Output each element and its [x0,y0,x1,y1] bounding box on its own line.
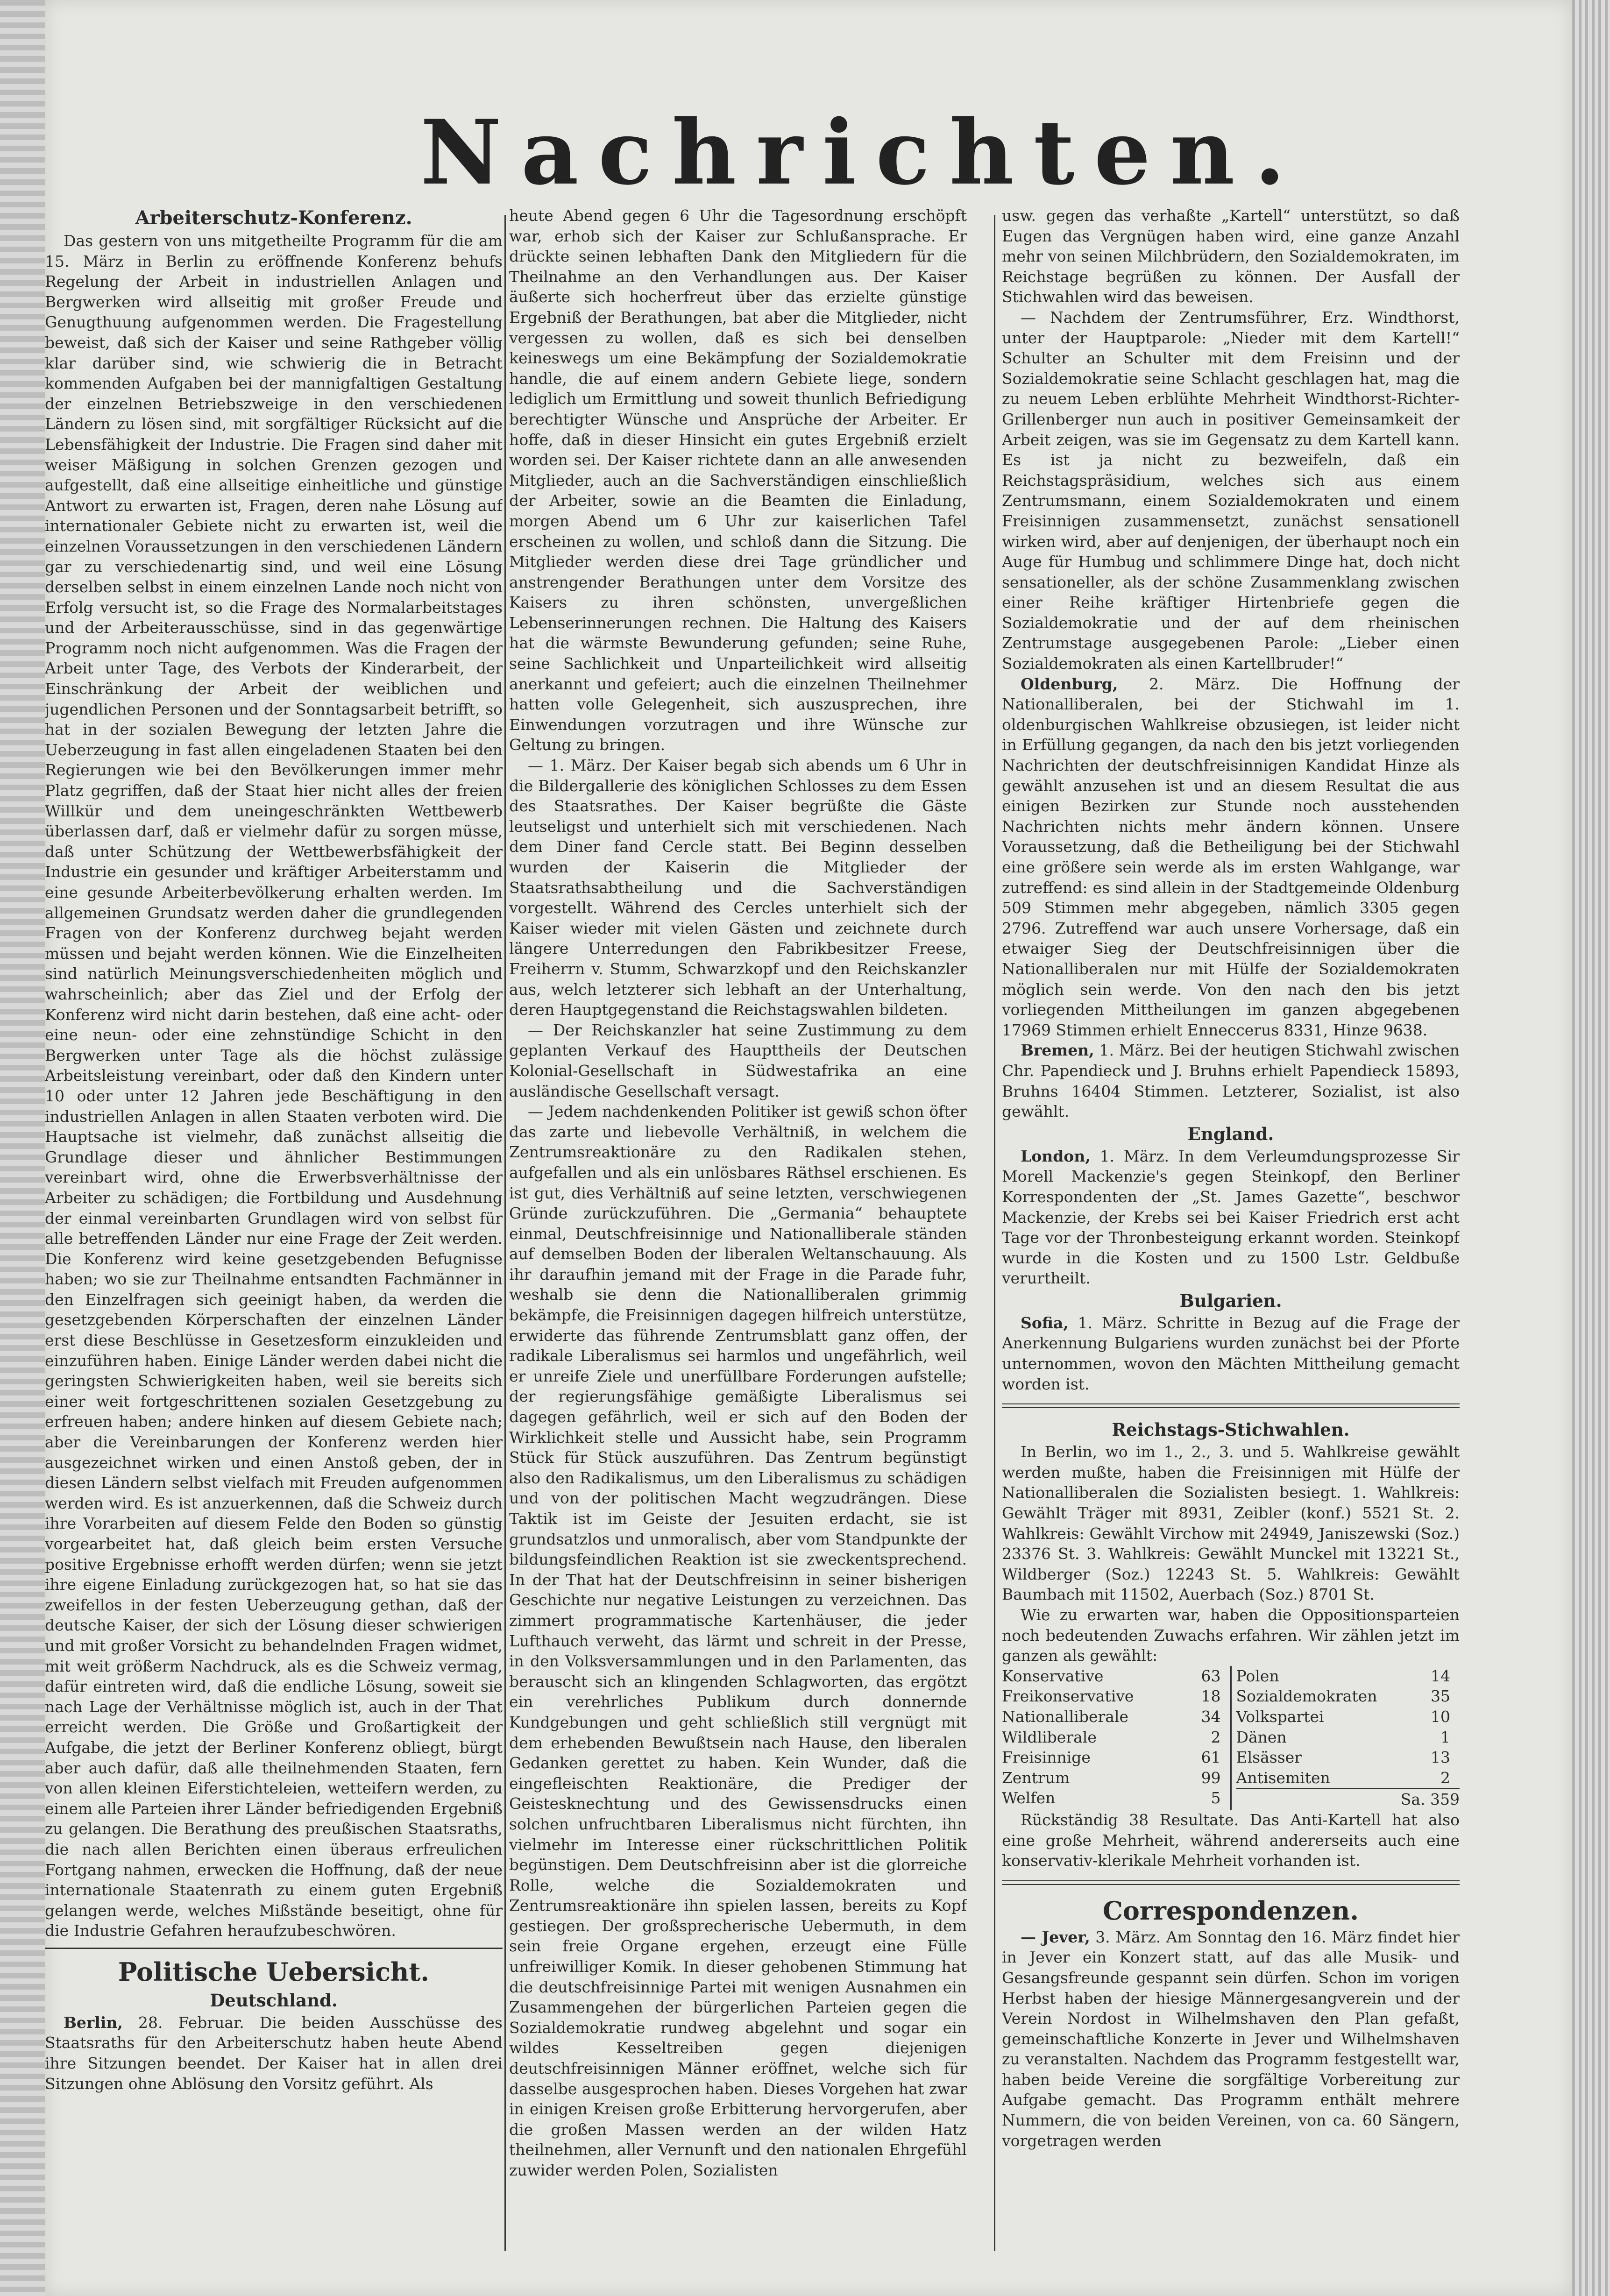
dateline-place: Oldenburg, [1021,674,1118,693]
paragraph: — 1. März. Der Kaiser begab sich abends um 6 Uhr in die Bildergallerie des königlichen Schlosses zu dem Essen des Staatsrathes. Der Kaiser begrüßte die Gäste leutseligst und unterhielt sich mit verschiedenen. Nach dem Diner fand Cercle statt. Bei Beginn desselben wurden der Kaiserin die Mitglieder der Staatsrathsabtheilung und die Sachverständigen vorgestellt. Während des Cercles unterhielt sich der Kaiser wieder mit vielen Gästen und zeichnete durch längere Unterredungen den Fabrikbesitzer Freese, Freiherrn v. Stumm, Schwarzkopf und den Reichskanzler aus, welch letzterer sich lebhaft an der Unterhaltung, deren Hauptgegenstand die Reichstagswahlen bildeten. [509,756,967,1019]
news-text: 3. März. Am Sonntag den 16. März findet hier in Jever ein Konzert statt, auf das alle Musik- und Gesangsfreunde gespannt sein dürfen. Schon im vorigen Herbst haben der hiesige Männergesangverein und der Verein Nordost in Wilhelmshaven den Plan gefaßt, gemeinschaftliche Konzerte in Jever und Wilhelmshaven zu veranstalten. Nachdem das Programm festgestellt war, haben beide Vereine die sorgfältige Vorbereitung zur Aufgabe gemacht. Das Programm enthält mehrere Nummern, die von beiden Vereinen, von ca. 60 Sängern, vorgetragen werden [1002,1928,1460,2150]
paragraph: heute Abend gegen 6 Uhr die Tagesordnung erschöpft war, erhob sich der Kaiser zur Schlußansprache. Er drückte seinen lebhaften Dank den Mitgliedern für die Theilnahme an den Verhandlungen aus. Der Kaiser äußerte sich hocherfreut über das erzielte günstige Ergebniß der Berathungen, bat aber die Mitglieder, nicht vergessen zu wollen, daß es sich bei denselben keineswegs um eine Bekämpfung der Sozialdemokratie handle, die auf einem andern Gebiete liege, sondern lediglich um Ermittlung und soweit thunlich Befriedigung berechtigter Wünsche und Ansprüche der Arbeiter. Er hoffe, daß in dieser Hinsicht ein gutes Ergebniß erzielt worden sei. Der Kaiser richtete dann an alle anwesenden Mitglieder, auch an die Sachverständigen einschließlich der Arbeiter, sowie an die Beamten die Einladung, morgen Abend um 6 Uhr zur kaiserlichen Tafel erscheinen zu wollen, und schloß dann die Sitzung. Die Mitglieder werden diese drei Tage gründlicher und anstrengender Berathungen unter dem Vorsitze des Kaisers zu ihren schönsten, unvergeßlichen Lebenserinnerungen rechnen. Die Haltung des Kaisers hat die wärmste Bewunderung gefunden; seine Ruhe, seine Sachlichkeit und Unparteilichkeit wird allseitig anerkannt und gefeiert; auch die einzelnen Theilnehmer hatten volle Gelegenheit, sich auszusprechen, ihre Einwendungen vorzutragen und ihre Wünsche zur Geltung zu bringen. [509,206,967,754]
party-name: Welfen [1002,1789,1056,1807]
party-name: Freisinnige [1002,1748,1091,1767]
party-name: Sozialdemokraten [1236,1687,1377,1706]
seat-count: 99 [1201,1768,1221,1787]
binding-edge-left [0,0,45,2296]
column-1 [45,206,503,2275]
seat-count: 1 [1440,1728,1450,1746]
news-text: 1. März. Bei der heutigen Stichwahl zwischen Chr. Papendieck und J. Bruhns erhielt Papendieck 15893, Bruhns 16404 Stimmen. Letzterer, Sozialist, ist also gewählt. [1002,1041,1460,1121]
seat-row [1236,1727,1460,1748]
party-name: Konservative [1002,1666,1104,1685]
seat-table [1002,1666,1460,1810]
news-text: 1. März. In dem Verleumdungsprozesse Sir Morell Mackenzie's gegen Steinkopf, den Berliner Korrespondenten der „St. James Gazette“, beschwor Mackenzie, der Krebs sei bei Kaiser Friedrich erst acht Tage vor der Thronbesteigung erkannt worden. Steinkopf wurde in die Kosten und zu 1500 Lstr. Geldbuße verurtheilt. [1002,1147,1460,1288]
party-name: Polen [1236,1666,1279,1685]
page-stack-edge-right [1572,0,1610,2296]
seat-row [1002,1747,1230,1768]
seat-row [1236,1686,1460,1707]
seat-row [1002,1707,1230,1727]
paragraph: Wie zu erwarten war, haben die Oppositionsparteien noch bedeutenden Zuwachs erfahren. Wir zählen jetzt im ganzen als gewählt: [1002,1606,1460,1665]
news-item [1002,674,1460,1041]
section-title: Correspondenzen. [1102,1895,1359,1926]
news-item [1002,1927,1460,2151]
column-3 [1002,206,1460,2284]
seat-count: 18 [1201,1687,1221,1706]
seat-row [1002,1686,1230,1707]
masthead-title: Nachrichten. [420,100,1305,205]
column-rule [994,215,995,2251]
paragraph: — Nachdem der Zentrumsführer, Erz. Windthorst, unter der Hauptparole: „Nieder mit dem Kartell!“ Schulter an Schulter mit dem Freisinn und der Sozialdemokratie seine Schlacht geschlagen hat, mag die zu neuem Leben erblühte Mehrheit Windthorst-Richter-Grillenberger nun auch in positiver Gemeinsamkeit der Arbeit zeigen, was sie im Gegensatz zu dem Kartell kann. Es ist ja nicht zu bezweifeln, daß ein Reichstagspräsidium, welches sich aus einem Zentrumsmann, einem Sozialdemokraten und einem Freisinnigen zusammensetzt, zunächst sensationell wirken wird, aber auf denjenigen, der überhaupt noch ein Auge für Humbug und schlimmere Dinge hat, doch nicht sensationeller, als der schöne Zusammenklang zwischen einer Reihe kräftiger Hirtenbriefe gegen die Sozialdemokratie und der auf dem rheinischen Zentrumstage ausgegebenen Parole: „Lieber einen Sozialdemokraten als einen Kartellbruder!“ [1002,308,1460,673]
news-item [45,2013,503,2094]
news-text: 2. März. Die Hoffnung der Nationalliberalen, bei der Stichwahl im 1. oldenburgischen Wahlkreise obzusiegen, ist leider nicht in Erfüllung gegangen, da nach den bis jetzt vorliegenden Nachrichten der deutschfreisinnigen Kandidat Hinze als gewählt anzusehen ist und an diesem Resultat die aus einigen Bezirken zur Stunde noch ausstehenden Nachrichten nichts mehr ändern können. Unsere Voraussetzung, daß die Betheiligung bei der Stichwahl eine größere sein werde als im ersten Wahlgange, war zutreffend: es sind allein in der Stadtgemeinde Oldenburg 509 Stimmen mehr abgegeben, nämlich 3305 gegen 2796. Zutreffend war auch unsere Vorhersage, daß ein etwaiger Sieg der Deutschfreisinnigen über die Nationalliberalen nur mit Hülfe der Sozialdemokraten möglich sein werde. Von den nach den bis jetzt vorliegenden Mittheilungen im ganzen abgegebenen 17969 Stimmen erhielt Enneccerus 8331, Hinze 9638. [1002,674,1460,1039]
section-divider [45,1948,503,1949]
party-name: Volkspartei [1236,1707,1324,1726]
article-body: Das gestern von uns mitgetheilte Programm für die am 15. März in Berlin zu eröffnende Konferenz behufs Regelung der Arbeit in industriellen Anlagen und Bergwerken wird allseitig mit großer Freude und Genugthuung aufgenommen werden. Die Fragestellung beweist, daß sich der Kaiser und seine Rathgeber völlig klar darüber sind, wie schwierig die in Betracht kommenden Aufgaben bei der mannigfaltigen Gestaltung der einzelnen Betriebszweige in den verschiedenen Ländern zu lösen sind, mit sorgfältiger Rücksicht auf die Lebensfähigkeit der Industrie. Die Fragen sind daher mit weiser Mäßigung in solchen Grenzen gezogen und aufgestellt, daß eine allseitige einheitliche und günstige Antwort zu erwarten ist, Fragen, deren nahe Lösung auf internationaler Gebiete nicht zu erwarten ist, weil die einzelnen Voraussetzungen in den verschiedenen Ländern gar zu verschiedenartig sind, und weil eine Lösung derselben selbst in einem einzelnen Lande noch nicht von Erfolg versucht ist, so die Frage des Normalarbeitstages und der Arbeiterausschüsse, sind in das gegenwärtige Programm noch nicht aufgenommen. Was die Fragen der Arbeit unter Tage, des Verbots der Kinderarbeit, der Einschränkung der Arbeit der weiblichen und jugendlichen Personen und der Sonntagsarbeit betrifft, so hat in der sozialen Bewegung der letzten Jahre die Ueberzeugung in fast allen eingeladenen Staaten bei den Regierungen wie bei den Bevölkerungen immer mehr Platz gegriffen, daß der Staat hier nicht alles der freien Willkür und dem uneingeschränkten Wettbewerb überlassen darf, daß er vielmehr dafür zu sorgen müsse, daß unter Schützung der Wettbewerbsfähigkeit der Industrie ein gesunder und kräftiger Arbeiterstamm und eine gesunde Arbeiterbevölkerung erhalten werden. Im allgemeinen Grundsatz werden daher die grundlegenden Fragen von der Konferenz durchweg bejaht werden müssen und bejaht werden können. Wie die Einzelheiten sind natürlich Meinungsverschiedenheiten möglich und wahrscheinlich; aber das Ziel und der Erfolg der Konferenz wird nicht darin bestehen, daß eine acht- oder eine neun- oder eine zehnstündige Schicht in den Bergwerken unter Tage als die höchst zulässige Arbeitsleistung vereinbart, oder daß den Kindern unter 10 oder unter 12 Jahren jede Beschäftigung in den industriellen Anlagen in allen Staaten verboten wird. Die Hauptsache ist vielmehr, daß zunächst allseitig die Grundlage dieser und ähnlicher Bestimmungen vereinbart wird, ohne die Erwerbsverhältnisse der Arbeiter zu schädigen; die Fortbildung und Ausdehnung der einmal vereinbarten Grundlagen wird von selbst für alle betreffenden Länder nur eine Frage der Zeit werden. Die Konferenz wird keine gesetzgebenden Befugnisse haben; wo sie zur Theilnahme entsandten Fachmänner in den Einzelfragen sich geeinigt haben, da werden die gesetzgebenden Körperschaften der einzelnen Länder erst diese Beschlüsse in Gesetzesform einzukleiden und einzuführen haben. Einige Länder werden dabei nicht die geringsten Schwierigkeiten haben, weil sie bereits sich einer weit fortgeschrittenen sozialen Gesetzgebung zu erfreuen haben; andere hinken auf diesem Gebiete nach; aber die Vereinbarungen der Konferenz werden hier ausgezeichnet wirken und einen Anstoß geben, der in diesen Ländern selbst vielfach mit Freuden aufgenommen werden wird. Es ist anzuerkennen, daß die Schweiz durch ihre Vorarbeiten auf diesem Felde den Boden so günstig vorgearbeitet hat, daß gleich beim ersten Versuche positive Ergebnisse erhofft werden dürfen; wenn sie jetzt ihre eigene Einladung zurückgezogen hat, so hat sie das zweifellos in der festen Ueberzeugung gethan, daß der deutsche Kaiser, der sich der Lösung dieser schwierigen und mit großer Vorsicht zu behandelnden Fragen widmet, mit weit größerm Nachdruck, als es die Schweiz vermag, dafür eintreten wird, daß die endliche Lösung, soweit sie nach Lage der Verhältnisse möglich ist, auch in der That erreicht werden. Die Größe und Großartigkeit der Aufgabe, die jetzt der Berliner Konferenz obliegt, bürgt aber auch dafür, daß alle theilnehmenden Staaten, fern von allen kleinen Eiferstichteleien, wetteifern werden, zu einem alle Parteien ihrer Länder befriedigenden Ergebniß zu gelangen. Die Berathung des preußischen Staatsraths, die nach allen Berichten einen überaus erfreulichen Fortgang nahmen, erwecken die Hoffnung, daß der neue internationale Staatenrath zu einem guten Ergebniß gelangen werde, welches Mißstände beseitigt, ohne für die Industrie Gefahren heraufzubeschwören. [45,232,503,1940]
section-divider [1002,1880,1460,1885]
seat-row [1002,1788,1230,1808]
news-text: 1. März. Schritte in Bezug auf die Frage der Anerkennung Bulgariens wurden zunächst bei der Pforte unternommen, wovon den Mächten Mittheilung gemacht worden ist. [1002,1313,1460,1393]
subsection-title: Bulgarien. [1179,1290,1282,1311]
dateline-place: Bremen, [1021,1041,1094,1060]
seat-count: 2 [1211,1728,1221,1746]
paragraph: Rückständig 38 Resultate. Das Anti-Kartell hat also eine große Mehrheit, während andererseits auch eine konservativ-klerikale Mehrheit vorhanden ist. [1002,1810,1460,1870]
seat-row [1002,1768,1230,1788]
seat-table-right [1236,1666,1460,1810]
news-text: Die beiden Ausschüsse des Staatsraths für den Arbeiterschutz haben heute Abend ihre Sitzungen beendet. Der Kaiser hat in allen drei Sitzungen ohne Ablösung den Vorsitz geführt. Als [45,2013,503,2093]
seat-row [1002,1727,1230,1748]
paragraph: usw. gegen das verhaßte „Kartell“ unterstützt, so daß Eugen das Vergnügen haben wird, eine ganze Anzahl mehr von seinen Milchbrüdern, den Sozialdemokraten, im Reichstage begrüßen zu können. Der Ausfall der Stichwahlen wird das beweisen. [1002,206,1460,306]
party-name: Dänen [1236,1728,1287,1746]
news-item [1002,1040,1460,1121]
seat-row [1002,1666,1230,1687]
seat-total: Sa. 359 [1236,1788,1460,1810]
seat-count: 5 [1211,1789,1221,1807]
subsection-title: England. [1187,1123,1274,1144]
dateline-date: 28. Februar. [138,2013,244,2032]
party-name: Antisemiten [1236,1768,1330,1787]
subsection-title: Deutschland. [210,1990,338,2011]
paragraph: — Jedem nachdenkenden Politiker ist gewiß schon öfter das zarte und liebevolle Verhältniß, in welchem die Zentrumsreaktionäre zu den Radikalen stehen, aufgefallen und als ein unlösbares Räthsel erschienen. Es ist gut, dies Verhältniß auf seine letzten, verschwiegenen Gründe zurückzuführen. Die „Germania“ behauptete einmal, Deutschfreisinnige und Nationalliberale ständen auf demselben Boden der liberalen Weltanschauung. Als ihr daraufhin jemand mit der Frage in die Parade fuhr, weshalb sie denn die Nationalliberalen grimmig bekämpfe, die Freisinnigen dagegen hilfreich unterstütze, erwiderte das führende Zentrumsblatt ganz offen, der radikale Liberalismus sei harmlos und ungefährlich, weil er unreife Ziele und unerfüllbare Forderungen aufstelle; der regierungsfähige gemäßigte Liberalismus sei dagegen gefährlich, weil er sich auf den Boden der Wirklichkeit stelle und Aussicht habe, sein Programm Stück für Stück auszuführen. Das Zentrum begünstigt also den Radikalismus, um den Liberalismus zu schädigen und von der politischen Macht wegzudrängen. Diese Taktik ist im Geiste der Jesuiten erdacht, sie ist grundsatzlos und unmoralisch, aber vom Standpunkte der bildungsfeindlichen Reaktion ist sie zweckentsprechend. In der That hat der Deutschfreisinn in seiner bisherigen Geschichte nur negative Leistungen zu verzeichnen. Das zimmert programmatische Kartenhäuser, die jeder Lufthauch verweht, das lärmt und schreit in der Presse, in den Volksversammlungen und in den Parlamenten, das berauscht sich an klingenden Schlagworten, das ergötzt ein verehrliches Publikum durch donnernde Kundgebungen und geht schließlich still vergnügt mit dem erhebenden Bewußtsein nach Hause, den liberalen Gedanken gerettet zu haben. Kein Wunder, daß die eingefleischten Reaktionäre, die Prediger der Geistesknechtung und des Gewissensdrucks einen solchen unfruchtbaren Liberalismus nicht fürchten, ihn vielmehr im Interesse einer rückschrittlichen Politik begünstigen. Dem Deutschfreisinn aber ist die glorreiche Rolle, welche die Sozialdemokraten und Zentrumsreaktionäre ihn spielen lassen, bereits zu Kopf gestiegen. Der großsprecherische Uebermuth, in dem sein freie Organe ergehen, erzeugt eine Fülle unfreiwilliger Komik. In dieser gehobenen Stimmung hat die deutschfreisinnige Partei mit wenigen Ausnahmen ein Zusammengehen der bürgerlichen Parteien gegen die Sozialdemokratie rundweg abgelehnt und sogar ein wildes Kesseltreiben gegen diejenigen deutschfreisinnigen Männer eröffnet, welche sich für dasselbe ausgesprochen haben. Dieses Vorgehen hat zwar in einigen Kreisen große Erbitterung hervorgerufen, aber die großen Massen werden an der wilden Hatz theilnehmen, aller Vernunft und den nationalen Ehrgefühl zuwider werden Polen, Sozialisten [509,1102,967,2179]
section-title: Politische Uebersicht. [118,1956,430,1987]
seat-count: 10 [1431,1707,1450,1726]
seat-count: 13 [1431,1748,1450,1767]
seat-count: 34 [1201,1707,1221,1726]
section-title: Reichstags-Stichwahlen. [1112,1419,1350,1440]
seat-count: 14 [1431,1666,1450,1685]
news-item [1002,1146,1460,1289]
party-name: Wildliberale [1002,1728,1097,1746]
section-divider [1002,1403,1460,1408]
seat-count: 61 [1201,1748,1221,1767]
seat-count: 2 [1440,1768,1450,1787]
paragraph: In Berlin, wo im 1., 2., 3. und 5. Wahlkreise gewählt werden mußte, haben die Freisinnigen mit Hülfe der Nationalliberalen die Sozialisten besiegt. 1. Wahlkreis: Gewählt Träger mit 8931, Zeibler (konf.) 5521 St. 2. Wahlkreis: Gewählt Virchow mit 24949, Janiszewski (Soz.) 23376 St. 3. Wahlkreis: Gewählt Munckel mit 13221 St., Wildberger (Soz.) 12243 St. 5. Wahlkreis: Gewählt Baumbach mit 11502, Auerbach (Soz.) 8701 St. [1002,1443,1460,1604]
seat-count: 35 [1431,1687,1450,1706]
seat-table-divider [1231,1666,1236,1810]
paragraph: — Der Reichskanzler hat seine Zustimmung zu dem geplanten Verkauf des Haupttheils der Deutschen Kolonial-Gesellschaft in Südwestafrika an eine ausländische Gesellschaft versagt. [509,1020,967,1100]
article-title: Arbeiterschutz-Konferenz. [135,207,412,229]
column-rule [504,215,506,2251]
seat-row [1236,1666,1460,1687]
dateline-place: — Jever, [1021,1928,1090,1946]
party-name: Elsässer [1236,1748,1302,1767]
party-name: Zentrum [1002,1768,1070,1787]
seat-row [1236,1707,1460,1727]
news-item [1002,1313,1460,1394]
party-name: Nationalliberale [1002,1707,1129,1726]
dateline-place: Berlin, [64,2013,123,2032]
seat-table-left [1002,1666,1231,1810]
party-name: Freikonservative [1002,1687,1134,1706]
column-2 [509,206,967,2275]
dateline-place: London, [1021,1147,1091,1165]
seat-count: 63 [1201,1666,1221,1685]
seat-row [1236,1747,1460,1768]
seat-row [1236,1768,1460,1788]
dateline-place: Sofia, [1021,1313,1069,1332]
